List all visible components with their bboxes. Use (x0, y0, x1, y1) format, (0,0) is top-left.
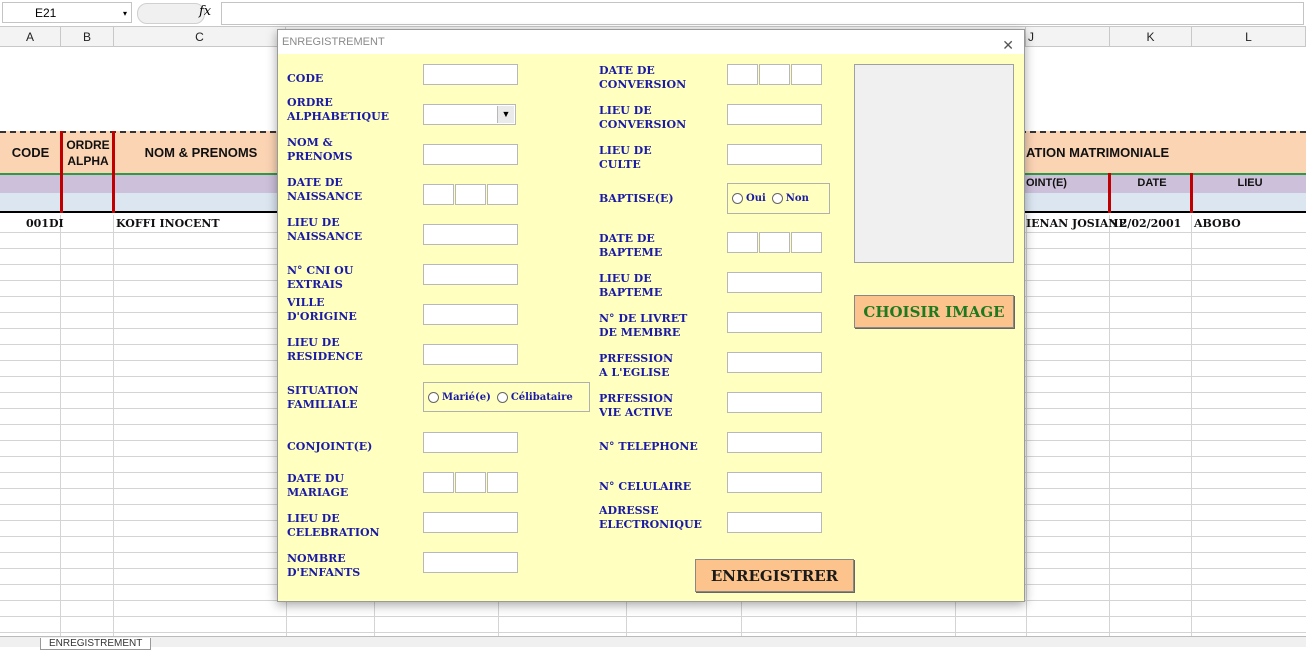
radio-celibataire-label: Célibataire (510, 391, 573, 403)
radio-marie-icon[interactable] (428, 392, 439, 403)
column-header-b[interactable]: B (61, 27, 114, 47)
naissance-day-input[interactable] (423, 184, 454, 205)
label-profession-active: PRFESSION VIE ACTIVE (599, 392, 674, 419)
baptise-radio-group (727, 183, 830, 214)
label-ordre: ORDRE ALPHABETIQUE (287, 96, 390, 123)
radio-non[interactable] (772, 193, 809, 204)
conversion-day-input[interactable] (727, 64, 758, 85)
header-situation[interactable]: ATION MATRIMONIALE (1026, 145, 1170, 160)
celebration-input[interactable] (423, 512, 518, 533)
ville-input[interactable] (423, 304, 518, 325)
choisir-image-button[interactable]: CHOISIR IMAGE (854, 295, 1014, 328)
label-email: ADRESSE ELECTRONIQUE (599, 504, 702, 531)
label-residence: LIEU DE RESIDENCE (287, 336, 363, 363)
enregistrement-dialog (277, 29, 1025, 602)
label-enfants: NOMBRE D'ENFANTS (287, 552, 361, 579)
cni-input[interactable] (423, 264, 518, 285)
label-livret: N° DE LIVRET DE MEMBRE (599, 312, 688, 339)
cell-code[interactable]: 001DI (26, 217, 64, 230)
label-baptise: BAPTISE(E) (599, 192, 674, 205)
label-conjoint: CONJOINT(E) (287, 440, 373, 453)
radio-marie-label: Marié(e) (442, 391, 491, 403)
email-input[interactable] (727, 512, 822, 533)
label-celebration: LIEU DE CELEBRATION (287, 512, 380, 539)
cellulaire-input[interactable] (727, 472, 822, 493)
nom-input[interactable] (423, 144, 518, 165)
bapteme-month-input[interactable] (759, 232, 790, 253)
radio-non-label: Non (785, 193, 809, 204)
cell-date[interactable]: 12/02/2001 (1112, 217, 1182, 230)
radio-oui-icon[interactable] (732, 193, 743, 204)
conversion-year-input[interactable] (791, 64, 822, 85)
radio-celibataire[interactable] (497, 392, 573, 403)
column-header-k[interactable]: K (1110, 27, 1192, 47)
header-nom[interactable]: NOM & PRENOMS (144, 145, 258, 160)
dialog-title: ENREGISTREMENT (282, 36, 385, 48)
label-date-naissance: DATE DE NAISSANCE (287, 176, 363, 203)
naissance-month-input[interactable] (455, 184, 486, 205)
column-header-j[interactable]: J (1026, 27, 1110, 47)
header-code[interactable]: CODE (11, 145, 50, 160)
sheet-tabs-bar (0, 636, 1306, 647)
enregistrer-button[interactable]: ENREGISTRER (695, 559, 854, 592)
label-date-mariage: DATE DU MARIAGE (287, 472, 349, 499)
profession-eglise-input[interactable] (727, 352, 822, 373)
radio-non-icon[interactable] (772, 193, 783, 204)
sheet-tab-enregistrement[interactable]: ENREGISTREMENT (40, 638, 151, 650)
formula-bar (0, 0, 1306, 27)
red-border (1108, 173, 1111, 213)
label-lieu-bapteme: LIEU DE BAPTEME (599, 272, 663, 299)
profession-active-input[interactable] (727, 392, 822, 413)
column-header-l[interactable]: L (1192, 27, 1306, 47)
label-cellulaire: N° CELULAIRE (599, 480, 692, 493)
label-profession-eglise: PRFESSION A L'EGLISE (599, 352, 674, 379)
radio-oui-label: Oui (746, 193, 766, 204)
label-code: CODE (287, 72, 324, 85)
column-header-c[interactable]: C (114, 27, 286, 47)
bapteme-day-input[interactable] (727, 232, 758, 253)
conversion-month-input[interactable] (759, 64, 790, 85)
header-conjoint[interactable]: OINT(E) (1026, 177, 1067, 189)
residence-input[interactable] (423, 344, 518, 365)
lieu-culte-input[interactable] (727, 144, 822, 165)
label-date-conversion: DATE DE CONVERSION (599, 64, 687, 91)
livret-input[interactable] (727, 312, 822, 333)
resize-handle[interactable] (137, 3, 205, 24)
radio-marie[interactable] (428, 392, 491, 403)
header-ordre[interactable]: ORDRE ALPHA (66, 138, 110, 168)
dialog-title-bar[interactable] (278, 30, 1024, 54)
label-date-bapteme: DATE DE BAPTEME (599, 232, 663, 259)
close-icon[interactable]: ✕ (1002, 37, 1014, 53)
bapteme-year-input[interactable] (791, 232, 822, 253)
name-box-value: E21 (35, 6, 57, 20)
name-box[interactable] (2, 2, 132, 23)
label-lieu-culte: LIEU DE CULTE (599, 144, 652, 171)
radio-oui[interactable] (732, 193, 766, 204)
label-nom: NOM & PRENOMS (287, 136, 353, 163)
mariage-year-input[interactable] (487, 472, 518, 493)
code-input[interactable] (423, 64, 518, 85)
lieu-conversion-input[interactable] (727, 104, 822, 125)
chevron-down-icon[interactable]: ▾ (122, 9, 127, 18)
conjoint-input[interactable] (423, 432, 518, 453)
red-border (60, 131, 63, 213)
column-header-a[interactable]: A (0, 27, 61, 47)
label-lieu-naissance: LIEU DE NAISSANCE (287, 216, 363, 243)
cell-conjoint[interactable]: IENAN JOSIANE (1026, 217, 1127, 230)
label-situation: SITUATION FAMILIALE (287, 384, 359, 411)
mariage-month-input[interactable] (455, 472, 486, 493)
cell-lieu[interactable]: ABOBO (1194, 217, 1241, 230)
lieu-naissance-input[interactable] (423, 224, 518, 245)
header-date[interactable]: DATE (1137, 177, 1167, 189)
label-telephone: N° TELEPHONE (599, 440, 698, 453)
photo-image-box[interactable] (854, 64, 1014, 263)
enfants-input[interactable] (423, 552, 518, 573)
fx-icon[interactable]: fx (199, 4, 212, 19)
label-lieu-conversion: LIEU DE CONVERSION (599, 104, 687, 131)
red-border (112, 131, 115, 213)
header-lieu[interactable]: LIEU (1237, 177, 1263, 189)
formula-input[interactable] (221, 2, 1304, 25)
lieu-bapteme-input[interactable] (727, 272, 822, 293)
cell-nom[interactable]: KOFFI INOCENT (116, 217, 220, 230)
telephone-input[interactable] (727, 432, 822, 453)
ordre-combobox[interactable] (423, 104, 516, 125)
label-cni: N° CNI OU EXTRAIS (287, 264, 354, 291)
mariage-day-input[interactable] (423, 472, 454, 493)
label-ville: VILLE D'ORIGINE (287, 296, 357, 323)
red-border (1190, 173, 1193, 213)
naissance-year-input[interactable] (487, 184, 518, 205)
situation-radio-group (423, 382, 590, 412)
chevron-down-icon[interactable]: ▼ (497, 106, 514, 123)
radio-celibataire-icon[interactable] (497, 392, 508, 403)
